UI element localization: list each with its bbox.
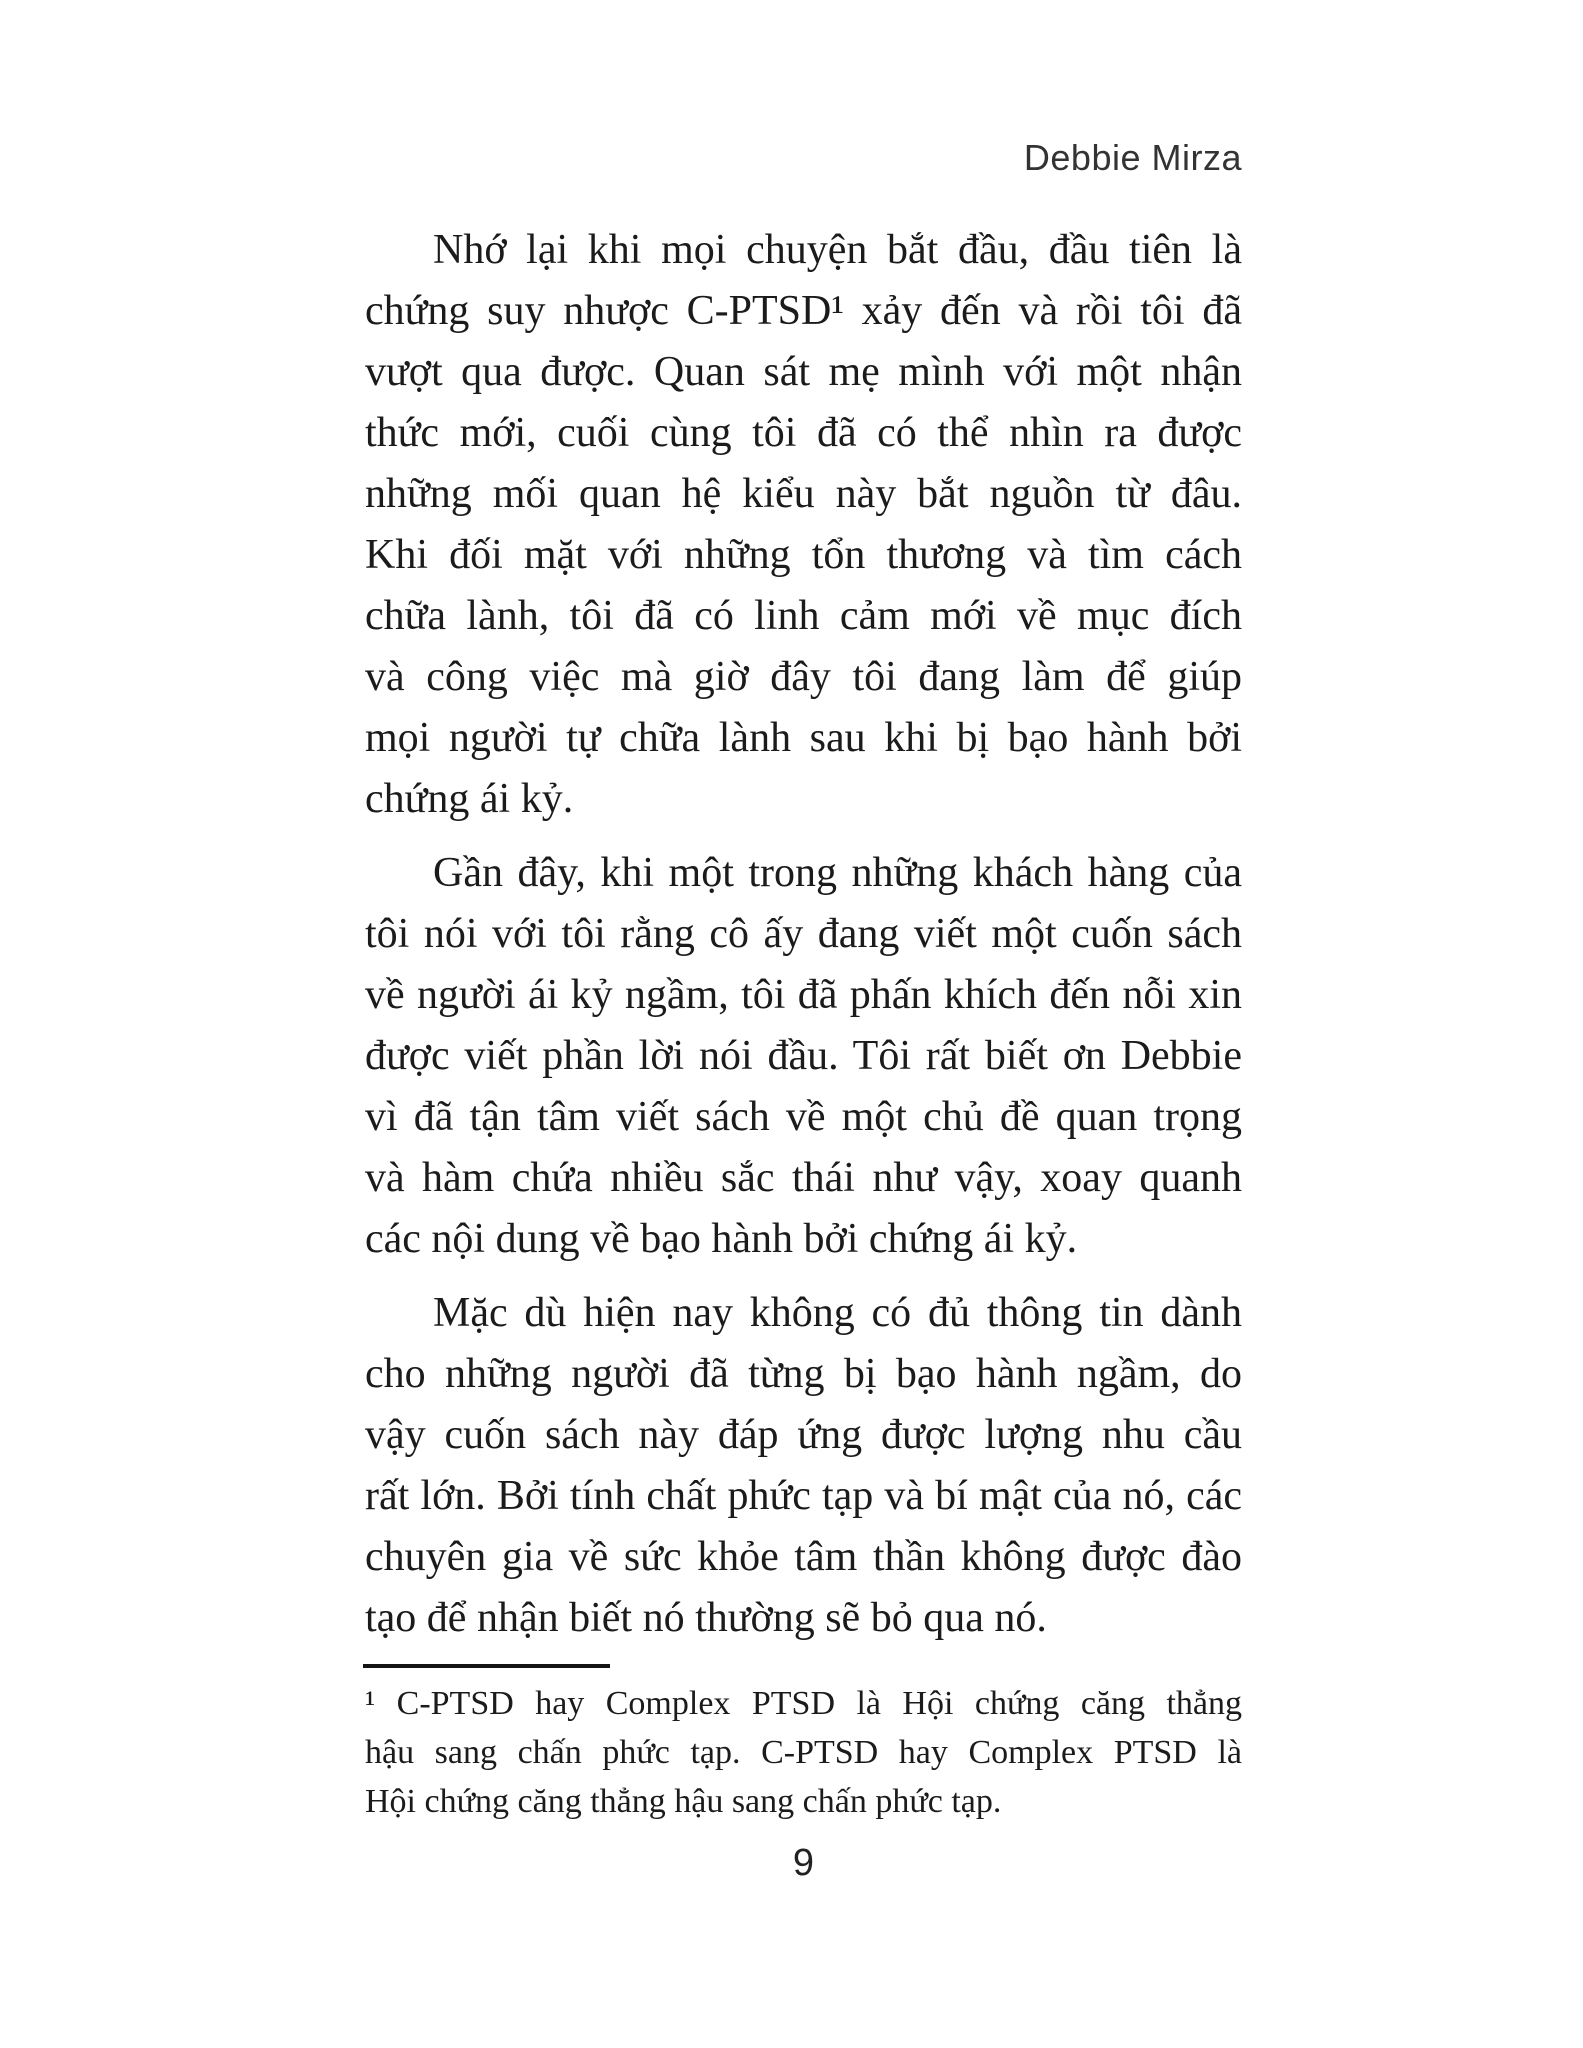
text-line: rất lớn. Bởi tính chất phức tạp và bí mật của nó, các [365, 1473, 1242, 1519]
text-line: Hội chứng căng thẳng hậu sang chấn phức tạp. [365, 1783, 1002, 1820]
text-line: và công việc mà giờ đây tôi đang làm để giúp [365, 654, 1242, 700]
text-line: được viết phần lời nói đầu. Tôi rất biết ơn Debbie [365, 1033, 1242, 1079]
text-line: vì đã tận tâm viết sách về một chủ đề quan trọng [365, 1094, 1242, 1140]
paragraph [365, 220, 1242, 830]
text-line: các nội dung về bạo hành bởi chứng ái kỷ. [365, 1216, 1078, 1262]
text-line: thức mới, cuối cùng tôi đã có thể nhìn ra được [365, 410, 1242, 456]
text-line: vượt qua được. Quan sát mẹ mình với một nhận [365, 349, 1242, 395]
text-line: chuyên gia về sức khỏe tâm thần không được đào [365, 1534, 1242, 1580]
text-line: chứng ái kỷ. [365, 776, 574, 822]
text-line: Khi đối mặt với những tổn thương và tìm cách [365, 532, 1242, 578]
paragraph [365, 1283, 1242, 1649]
footnote [365, 1679, 1242, 1826]
text-line: về người ái kỷ ngầm, tôi đã phấn khích đến nỗi xin [365, 972, 1242, 1018]
text-line: cho những người đã từng bị bạo hành ngầm, do [365, 1351, 1242, 1397]
text-line: và hàm chứa nhiều sắc thái như vậy, xoay quanh [365, 1155, 1242, 1201]
text-line: mọi người tự chữa lành sau khi bị bạo hành bởi [365, 715, 1242, 761]
footnote-rule [363, 1664, 610, 1668]
text-line: chứng suy nhược C-PTSD¹ xảy đến và rồi tôi đã [365, 288, 1242, 334]
text-line: vậy cuốn sách này đáp ứng được lượng nhu cầu [365, 1412, 1242, 1458]
text-line: hậu sang chấn phức tạp. C-PTSD hay Complex PTSD là [365, 1734, 1242, 1771]
running-header: Debbie Mirza [1023, 137, 1242, 178]
paragraph [365, 843, 1242, 1270]
page-number: 9 [792, 1842, 815, 1884]
text-line: Mặc dù hiện nay không có đủ thông tin dành [433, 1290, 1242, 1336]
text-line: Nhớ lại khi mọi chuyện bắt đầu, đầu tiên là [433, 227, 1242, 273]
text-line: ¹ C-PTSD hay Complex PTSD là Hội chứng căng thẳng [365, 1685, 1242, 1722]
text-line: Gần đây, khi một trong những khách hàng của [433, 850, 1242, 896]
text-line: chữa lành, tôi đã có linh cảm mới về mục đích [365, 593, 1242, 639]
text-line: tôi nói với tôi rằng cô ấy đang viết một cuốn sách [365, 911, 1242, 957]
text-line: tạo để nhận biết nó thường sẽ bỏ qua nó. [365, 1595, 1047, 1641]
text-line: những mối quan hệ kiểu này bắt nguồn từ đâu. [365, 471, 1242, 517]
